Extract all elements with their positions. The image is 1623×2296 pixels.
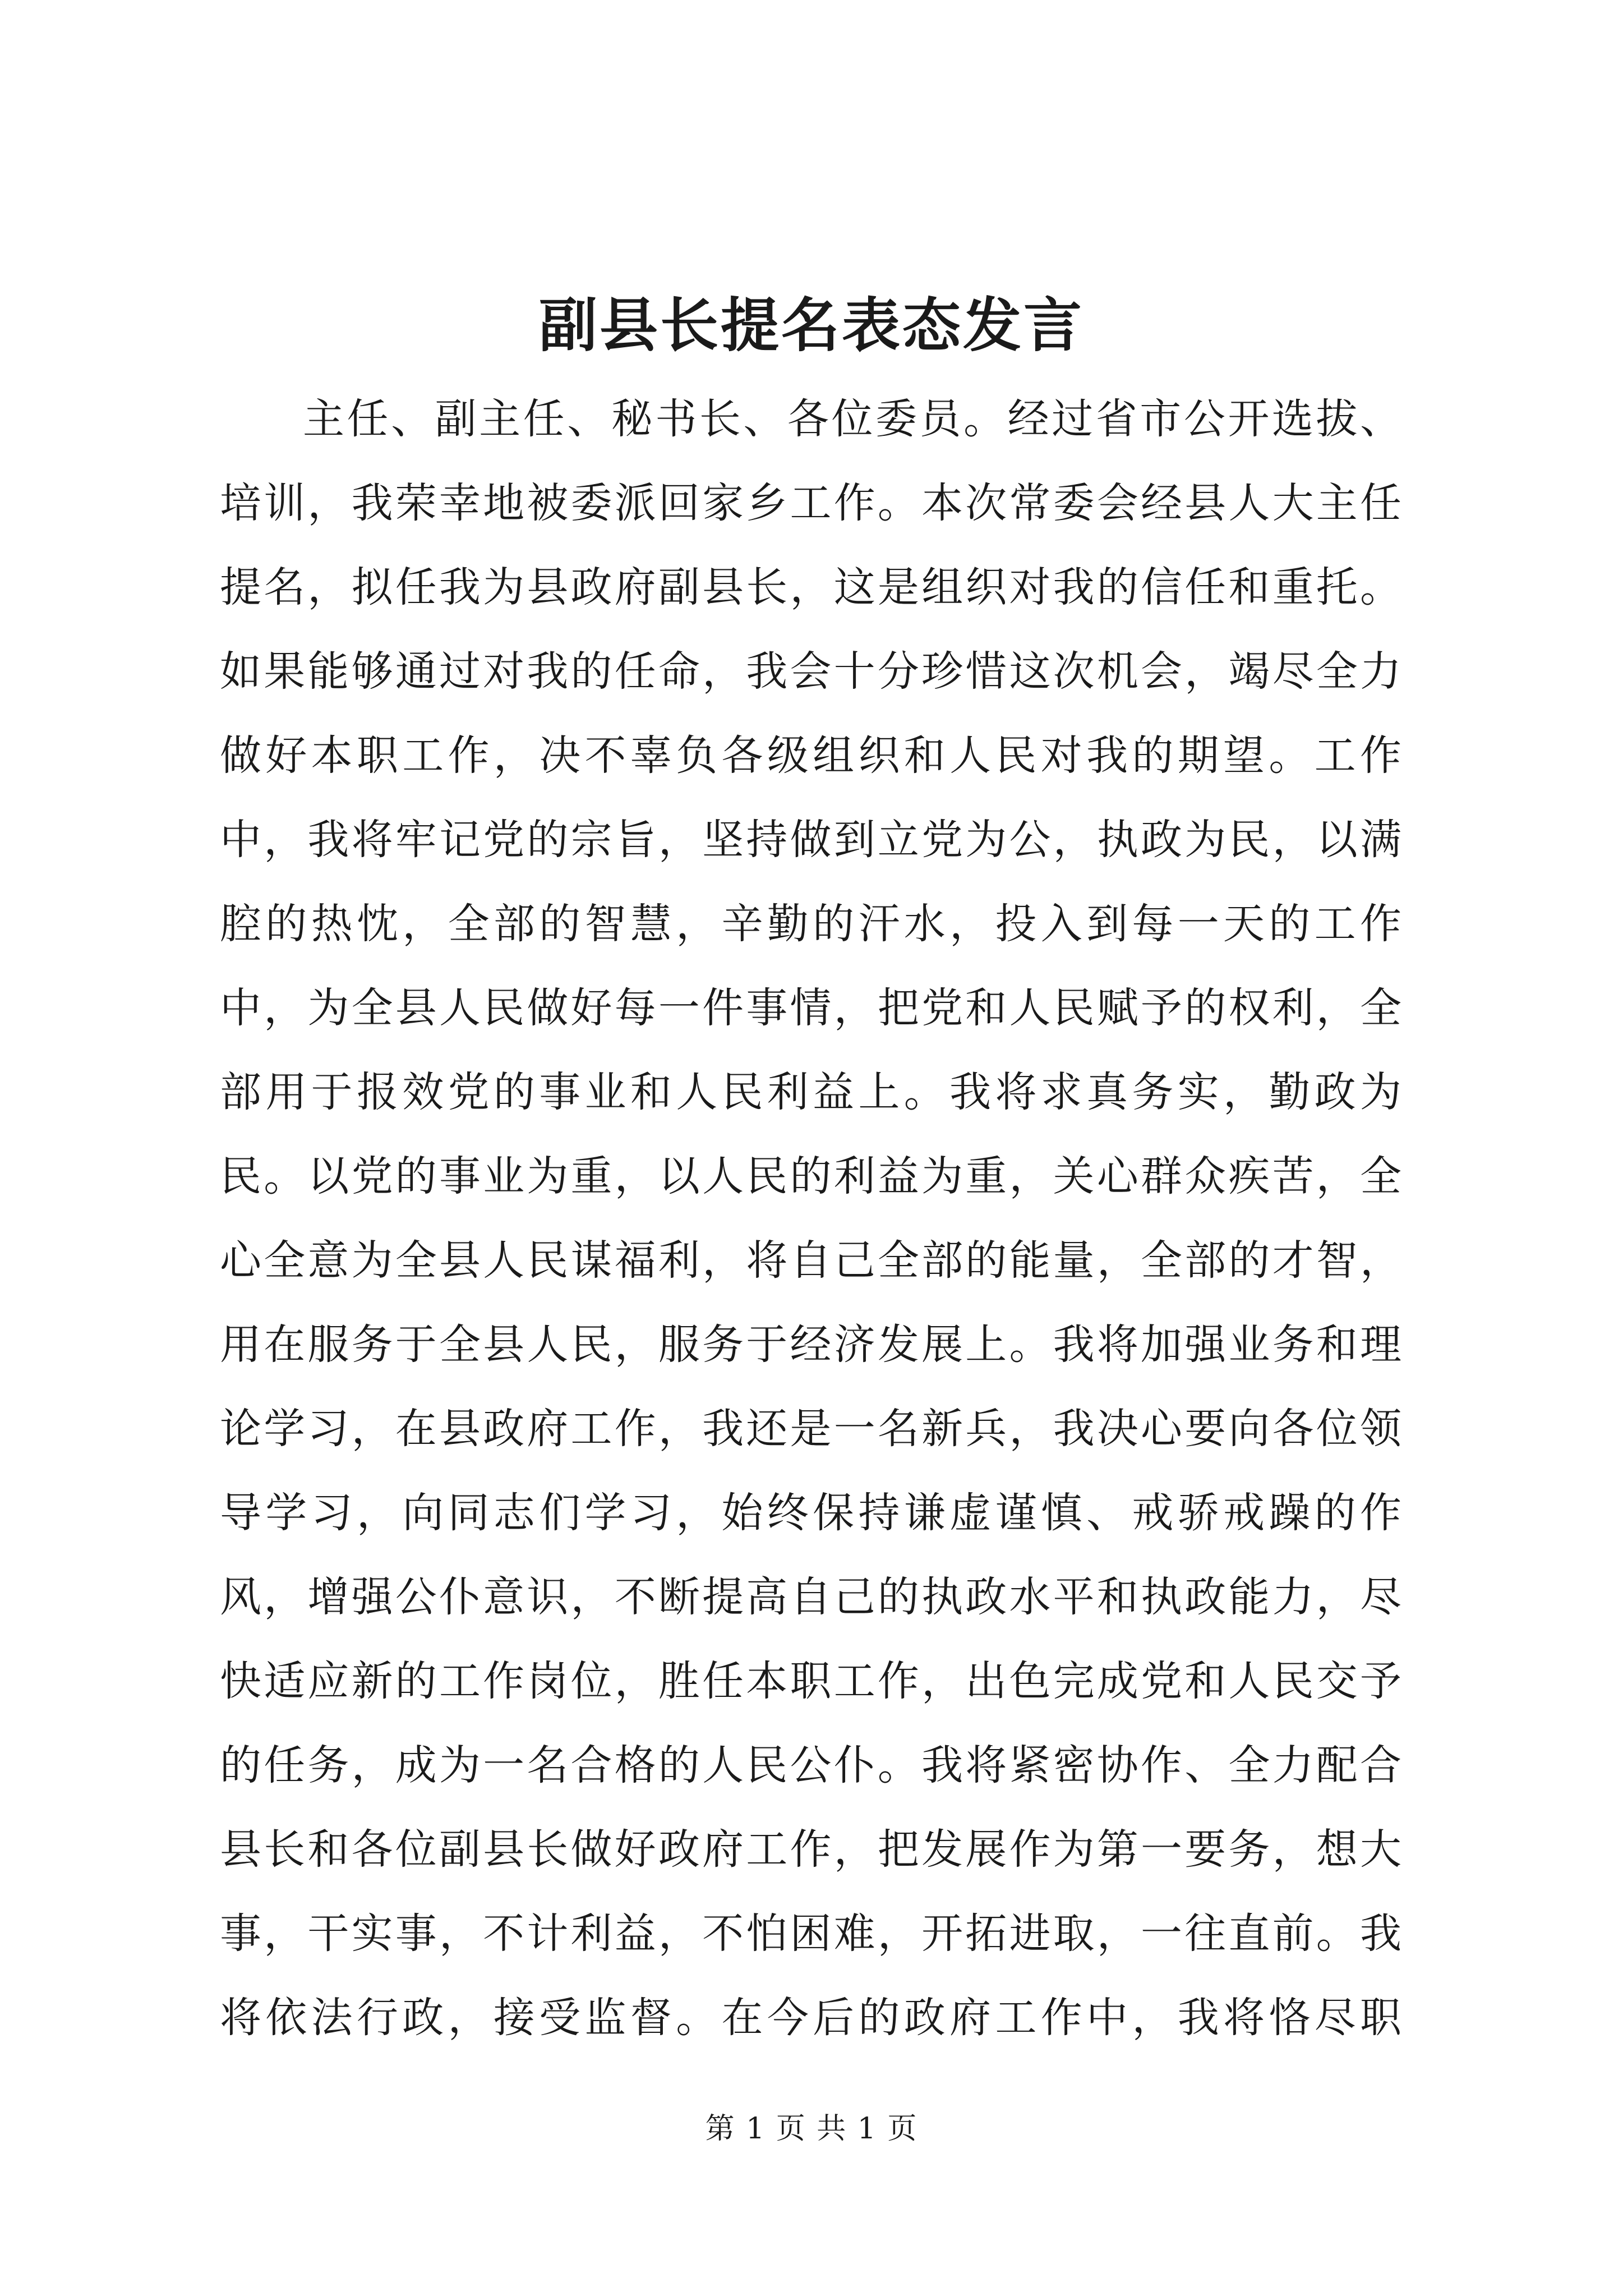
document-body-paragraph: 主任、副主任、秘书长、各位委员。经过省市公开选拔、培训，我荣幸地被委派回家乡工作。本次常委会经县人大主任提名，拟任我为县政府副县长，这是组织对我的信任和重托。如果能够通过对我的任命，我会十分珍惜这次机会，竭尽全力做好本职工作，决不辜负各级组织和人民对我的期望。工作中，我将牢记党的宗旨，坚持做到立党为公，执政为民，以满腔的热忱，全部的智慧，辛勤的汗水，投入到每一天的工作中，为全县人民做好每一件事情，把党和人民赋予的权利，全部用于报效党的事业和人民利益上。我将求真务实，勤政为民。以党的事业为重，以人民的利益为重，关心群众疾苦，全心全意为全县人民谋福利，将自己全部的能量，全部的才智，用在服务于全县人民，服务于经济发展上。我将加强业务和理论学习，在县政府工作，我还是一名新兵，我决心要向各位领导学习，向同志们学习，始终保持谦虚谨慎、戒骄戒躁的作风，增强公仆意识，不断提高自己的执政水平和执政能力，尽快适应新的工作岗位，胜任本职工作，出色完成党和人民交予的任务，成为一名合格的人民公仆。我将紧密协作、全力配合县长和各位副县长做好政府工作，把发展作为第一要务，想大事，干实事，不计利益，不怕困难，开拓进取，一往直前。我将依法行政，接受监督。在今后的政府工作中，我将恪尽职	[220, 395, 1403, 2042]
document-title: 副县长提名表态发言	[538, 291, 1084, 360]
page-number-footer: 第 1 页 共 1 页	[705, 2112, 918, 2146]
